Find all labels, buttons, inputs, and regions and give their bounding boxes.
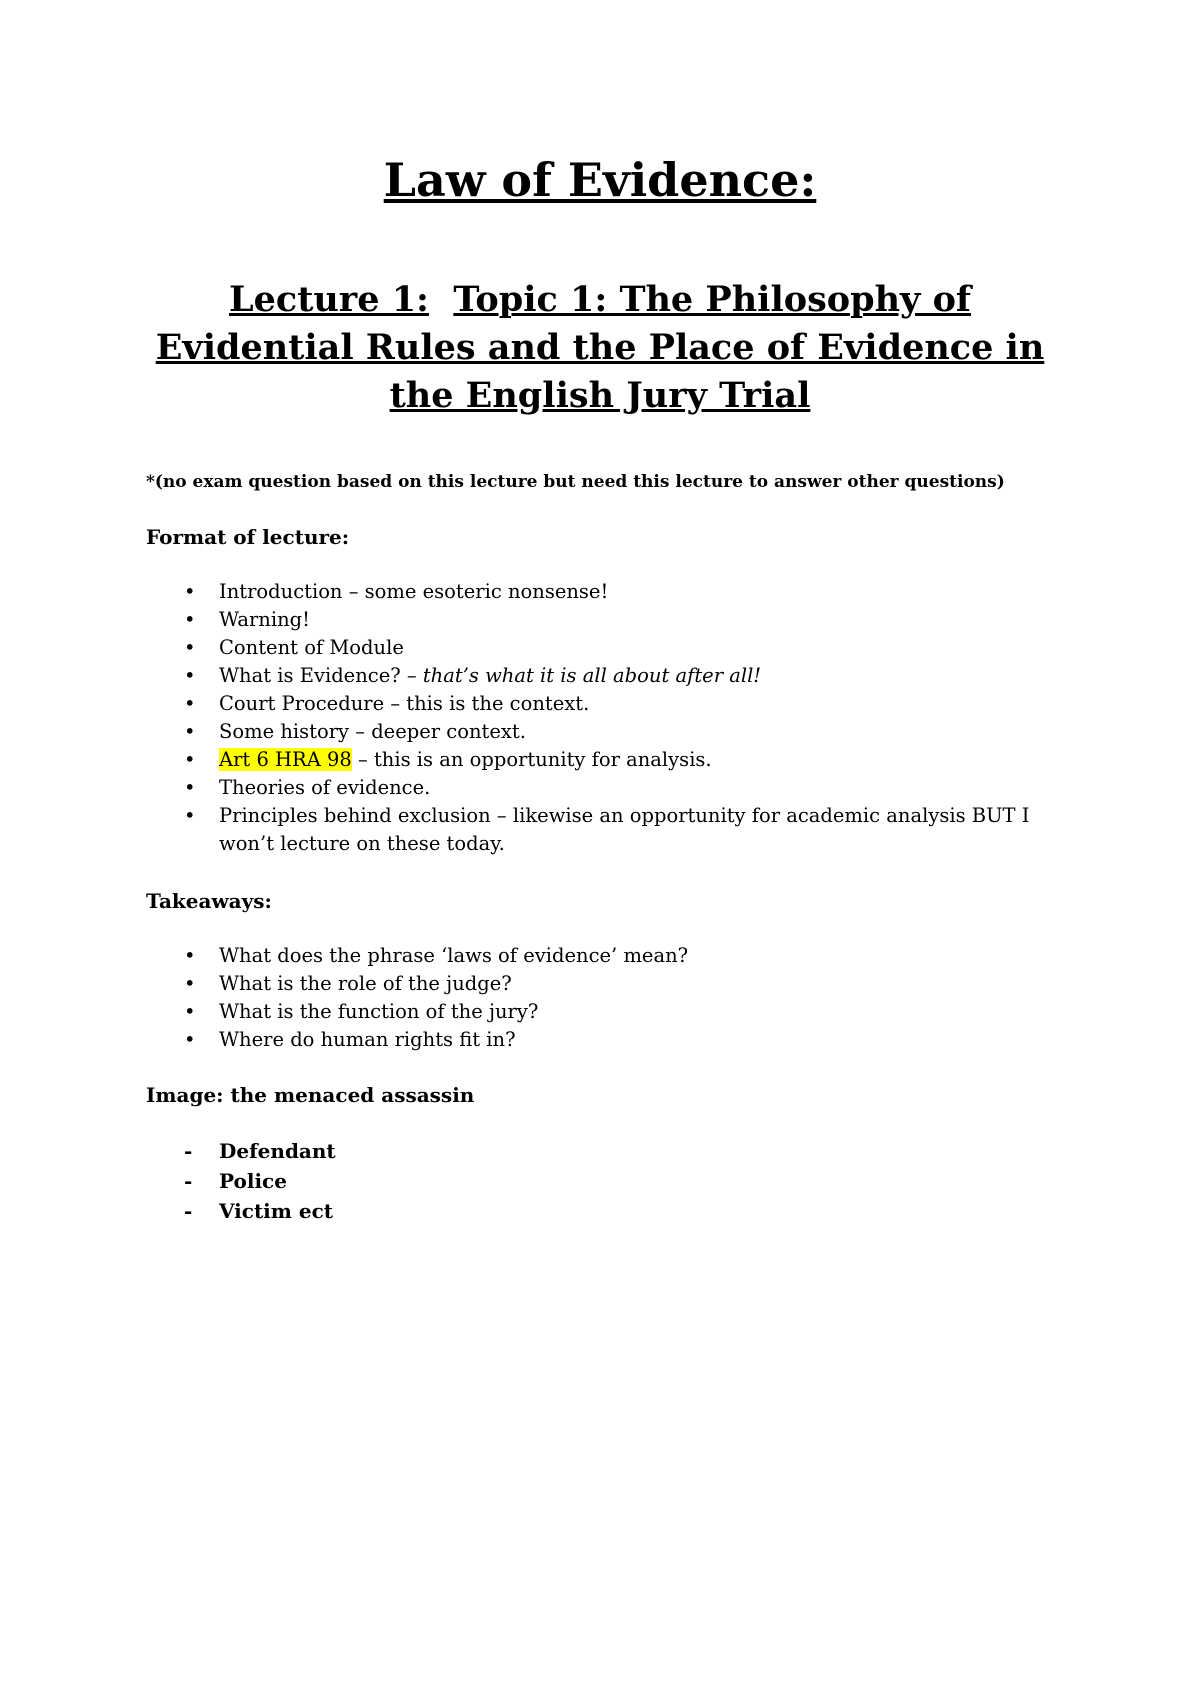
lecture-topic: Topic 1: The Philosophy of Evidential Rules and the Place of Evidence in the English Jury Trial: [155, 279, 1045, 416]
bullet-icon: •: [184, 580, 196, 603]
list-item: • What is Evidence? – that’s what it is all about after all!: [146, 662, 1046, 690]
bullet-icon: •: [184, 692, 196, 715]
bullet-icon: •: [184, 664, 196, 687]
highlighted-text: Art 6 HRA 98: [219, 748, 352, 771]
page-title: Law of Evidence:: [383, 153, 817, 207]
list-item: • What is the function of the jury?: [146, 998, 1046, 1026]
bullet-icon: •: [184, 1028, 196, 1051]
list-item: - Police: [146, 1166, 1046, 1196]
list-item: • Court Procedure – this is the context.: [146, 690, 1046, 718]
bullet-icon: •: [184, 804, 196, 827]
italic-remark: – that’s what it is all about after all!: [400, 664, 762, 687]
dash-icon: -: [184, 1139, 193, 1163]
dash-icon: -: [184, 1199, 193, 1223]
exam-note: *(no exam question based on this lecture but need this lecture to answer other questions): [146, 472, 1005, 492]
bullet-icon: •: [184, 720, 196, 743]
list-item: - Victim ect: [146, 1196, 1046, 1226]
takeaways-heading: Takeaways:: [146, 889, 272, 913]
list-item: • Warning!: [146, 606, 1046, 634]
list-item: • Where do human rights fit in?: [146, 1026, 1046, 1054]
list-item: • Principles behind exclusion – likewise an opportunity for academic analysis BUT I won’t lecture on these today.: [184, 804, 1030, 855]
list-item: • What is the role of the judge?: [146, 970, 1046, 998]
list-item: • Some history – deeper context.: [146, 718, 1046, 746]
bullet-icon: •: [184, 748, 196, 771]
takeaways-list: [146, 942, 1046, 1054]
format-heading: Format of lecture:: [146, 525, 350, 549]
list-item: • Content of Module: [146, 634, 1046, 662]
format-list: [146, 578, 1046, 858]
dash-icon: -: [184, 1169, 193, 1193]
bullet-icon: •: [184, 608, 196, 631]
lecture-label: Lecture 1:: [229, 279, 429, 320]
list-item: • Art 6 HRA 98 – this is an opportunity for analysis.: [146, 746, 1046, 774]
list-item: • Theories of evidence.: [146, 774, 1046, 802]
list-item: • Introduction – some esoteric nonsense!: [146, 578, 1046, 606]
bullet-icon: •: [184, 776, 196, 799]
image-section-list: [146, 1136, 1046, 1226]
image-section-heading: Image: the menaced assassin: [146, 1083, 475, 1107]
lecture-title: [150, 276, 1050, 420]
bullet-icon: •: [184, 1000, 196, 1023]
bullet-icon: •: [184, 636, 196, 659]
list-item: • What does the phrase ‘laws of evidence’ mean?: [146, 942, 1046, 970]
bullet-icon: •: [184, 972, 196, 995]
bullet-icon: •: [184, 944, 196, 967]
list-item: - Defendant: [146, 1136, 1046, 1166]
